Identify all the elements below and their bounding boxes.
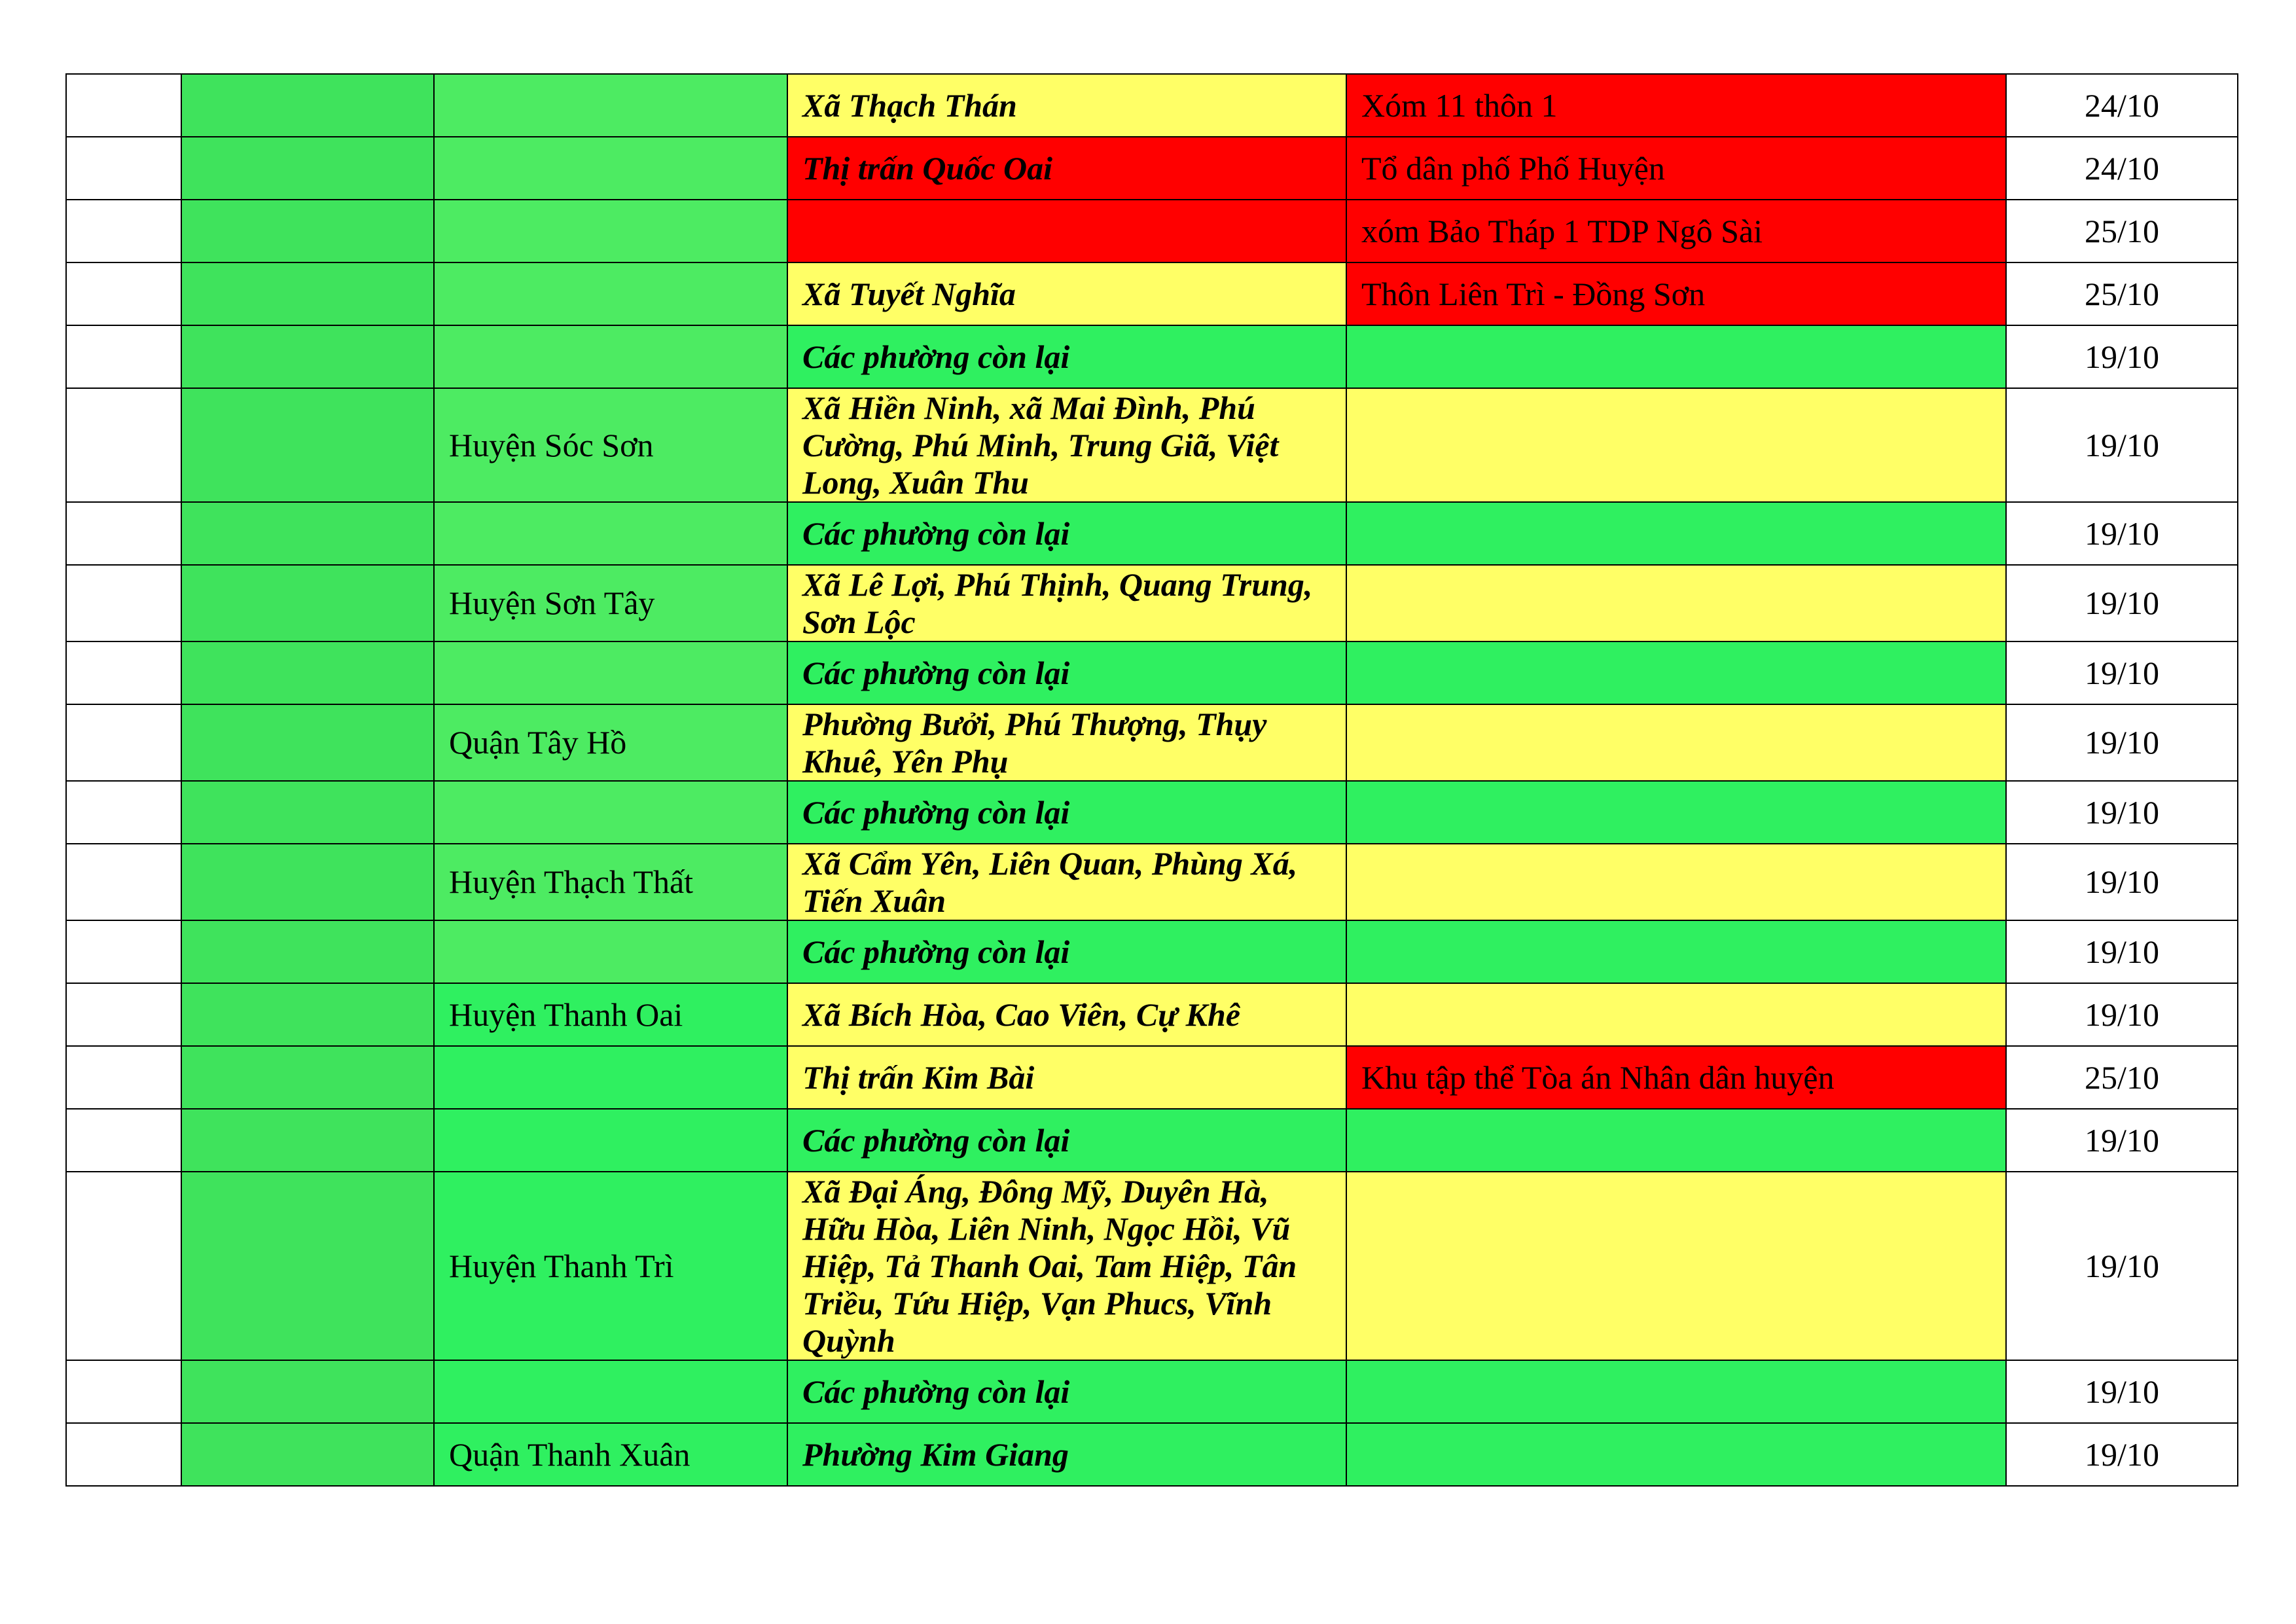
detail-area-cell [1346, 1172, 2006, 1360]
district-status-table [65, 73, 2238, 1487]
detail-area-cell [1346, 844, 2006, 920]
city-cell [181, 74, 434, 137]
commune-cell: Các phường còn lại [787, 1109, 1346, 1172]
table-row [66, 137, 2238, 200]
detail-area-cell: Khu tập thể Tòa án Nhân dân huyện [1346, 1046, 2006, 1109]
table-row [66, 388, 2238, 502]
commune-cell: Xã Đại Áng, Đông Mỹ, Duyên Hà, Hữu Hòa, Liên Ninh, Ngọc Hồi, Vũ Hiệp, Tả Thanh Oai, Tam Hiệp, Tân Triều, Tứu Hiệp, Vạn Phucs, Vĩnh Quỳnh [787, 1172, 1346, 1360]
table-row [66, 200, 2238, 262]
date-cell: 25/10 [2006, 1046, 2238, 1109]
stt-cell [66, 565, 181, 641]
table-row [66, 844, 2238, 920]
stt-cell [66, 1360, 181, 1423]
stt-cell [66, 1046, 181, 1109]
stt-cell [66, 1109, 181, 1172]
city-cell [181, 502, 434, 565]
detail-area-cell: xóm Bảo Tháp 1 TDP Ngô Sài [1346, 200, 2006, 262]
detail-area-cell: Tổ dân phố Phố Huyện [1346, 137, 2006, 200]
commune-cell: Phường Kim Giang [787, 1423, 1346, 1486]
detail-area-cell [1346, 1423, 2006, 1486]
date-cell: 25/10 [2006, 200, 2238, 262]
stt-cell [66, 641, 181, 704]
detail-area-cell [1346, 1109, 2006, 1172]
city-cell [181, 641, 434, 704]
city-cell [181, 983, 434, 1046]
table-row [66, 1360, 2238, 1423]
table-row [66, 781, 2238, 844]
table-row [66, 1109, 2238, 1172]
date-cell: 19/10 [2006, 388, 2238, 502]
detail-area-cell [1346, 704, 2006, 781]
city-cell [181, 200, 434, 262]
commune-cell: Các phường còn lại [787, 1360, 1346, 1423]
date-cell: 19/10 [2006, 1109, 2238, 1172]
date-cell: 19/10 [2006, 844, 2238, 920]
stt-cell [66, 502, 181, 565]
table-row [66, 262, 2238, 325]
date-cell: 19/10 [2006, 983, 2238, 1046]
city-cell [181, 704, 434, 781]
district-cell [434, 641, 787, 704]
table-row [66, 1172, 2238, 1360]
district-cell: Huyện Thạch Thất [434, 844, 787, 920]
table-row [66, 1046, 2238, 1109]
commune-cell: Thị trấn Quốc Oai [787, 137, 1346, 200]
district-cell: Huyện Thanh Trì [434, 1172, 787, 1360]
stt-cell [66, 844, 181, 920]
commune-cell: Xã Lê Lợi, Phú Thịnh, Quang Trung, Sơn Lộc [787, 565, 1346, 641]
date-cell: 19/10 [2006, 920, 2238, 983]
date-cell: 19/10 [2006, 1423, 2238, 1486]
city-cell [181, 1423, 434, 1486]
district-cell [434, 781, 787, 844]
stt-cell [66, 200, 181, 262]
city-cell [181, 388, 434, 502]
city-cell [181, 781, 434, 844]
table-row [66, 74, 2238, 137]
stt-cell [66, 920, 181, 983]
commune-cell: Các phường còn lại [787, 325, 1346, 388]
city-cell [181, 137, 434, 200]
commune-cell: Xã Bích Hòa, Cao Viên, Cự Khê [787, 983, 1346, 1046]
city-cell [181, 844, 434, 920]
table-row [66, 502, 2238, 565]
commune-cell: Các phường còn lại [787, 920, 1346, 983]
district-cell [434, 1046, 787, 1109]
commune-cell: Xã Hiền Ninh, xã Mai Đình, Phú Cường, Phú Minh, Trung Giã, Việt Long, Xuân Thu [787, 388, 1346, 502]
district-cell [434, 137, 787, 200]
date-cell: 19/10 [2006, 641, 2238, 704]
date-cell: 19/10 [2006, 1172, 2238, 1360]
commune-cell: Xã Tuyết Nghĩa [787, 262, 1346, 325]
city-cell [181, 565, 434, 641]
district-cell [434, 74, 787, 137]
detail-area-cell [1346, 641, 2006, 704]
city-cell [181, 262, 434, 325]
stt-cell [66, 325, 181, 388]
detail-area-cell [1346, 502, 2006, 565]
date-cell: 19/10 [2006, 325, 2238, 388]
commune-cell: Phường Bưởi, Phú Thượng, Thụy Khuê, Yên Phụ [787, 704, 1346, 781]
city-cell [181, 920, 434, 983]
stt-cell [66, 262, 181, 325]
commune-cell: Xã Thạch Thán [787, 74, 1346, 137]
date-cell: 19/10 [2006, 565, 2238, 641]
district-cell [434, 200, 787, 262]
district-cell [434, 325, 787, 388]
stt-cell [66, 137, 181, 200]
detail-area-cell [1346, 781, 2006, 844]
detail-area-cell: Thôn Liên Trì - Đồng Sơn [1346, 262, 2006, 325]
table-row [66, 565, 2238, 641]
city-cell [181, 1360, 434, 1423]
detail-area-cell [1346, 325, 2006, 388]
date-cell: 19/10 [2006, 781, 2238, 844]
table-row [66, 920, 2238, 983]
date-cell: 25/10 [2006, 262, 2238, 325]
commune-cell: Các phường còn lại [787, 641, 1346, 704]
stt-cell [66, 704, 181, 781]
commune-cell: Thị trấn Kim Bài [787, 1046, 1346, 1109]
detail-area-cell [1346, 388, 2006, 502]
table-body [66, 74, 2238, 1486]
city-cell [181, 1046, 434, 1109]
city-cell [181, 1172, 434, 1360]
date-cell: 24/10 [2006, 74, 2238, 137]
date-cell: 19/10 [2006, 704, 2238, 781]
commune-cell [787, 200, 1346, 262]
stt-cell [66, 1172, 181, 1360]
district-cell: Huyện Sơn Tây [434, 565, 787, 641]
district-cell [434, 1109, 787, 1172]
table-row [66, 325, 2238, 388]
district-cell: Huyện Thanh Oai [434, 983, 787, 1046]
stt-cell [66, 983, 181, 1046]
stt-cell [66, 388, 181, 502]
district-cell: Quận Tây Hồ [434, 704, 787, 781]
table-row [66, 1423, 2238, 1486]
district-cell [434, 1360, 787, 1423]
detail-area-cell: Xóm 11 thôn 1 [1346, 74, 2006, 137]
date-cell: 19/10 [2006, 1360, 2238, 1423]
table-row [66, 983, 2238, 1046]
city-cell [181, 1109, 434, 1172]
commune-cell: Xã Cẩm Yên, Liên Quan, Phùng Xá, Tiến Xuân [787, 844, 1346, 920]
date-cell: 19/10 [2006, 502, 2238, 565]
stt-cell [66, 781, 181, 844]
district-cell: Huyện Sóc Sơn [434, 388, 787, 502]
detail-area-cell [1346, 565, 2006, 641]
city-cell [181, 325, 434, 388]
district-cell [434, 502, 787, 565]
district-cell [434, 920, 787, 983]
stt-cell [66, 1423, 181, 1486]
district-cell [434, 262, 787, 325]
commune-cell: Các phường còn lại [787, 781, 1346, 844]
stt-cell [66, 74, 181, 137]
detail-area-cell [1346, 983, 2006, 1046]
detail-area-cell [1346, 1360, 2006, 1423]
district-cell: Quận Thanh Xuân [434, 1423, 787, 1486]
detail-area-cell [1346, 920, 2006, 983]
table-row [66, 704, 2238, 781]
commune-cell: Các phường còn lại [787, 502, 1346, 565]
table-row [66, 641, 2238, 704]
date-cell: 24/10 [2006, 137, 2238, 200]
